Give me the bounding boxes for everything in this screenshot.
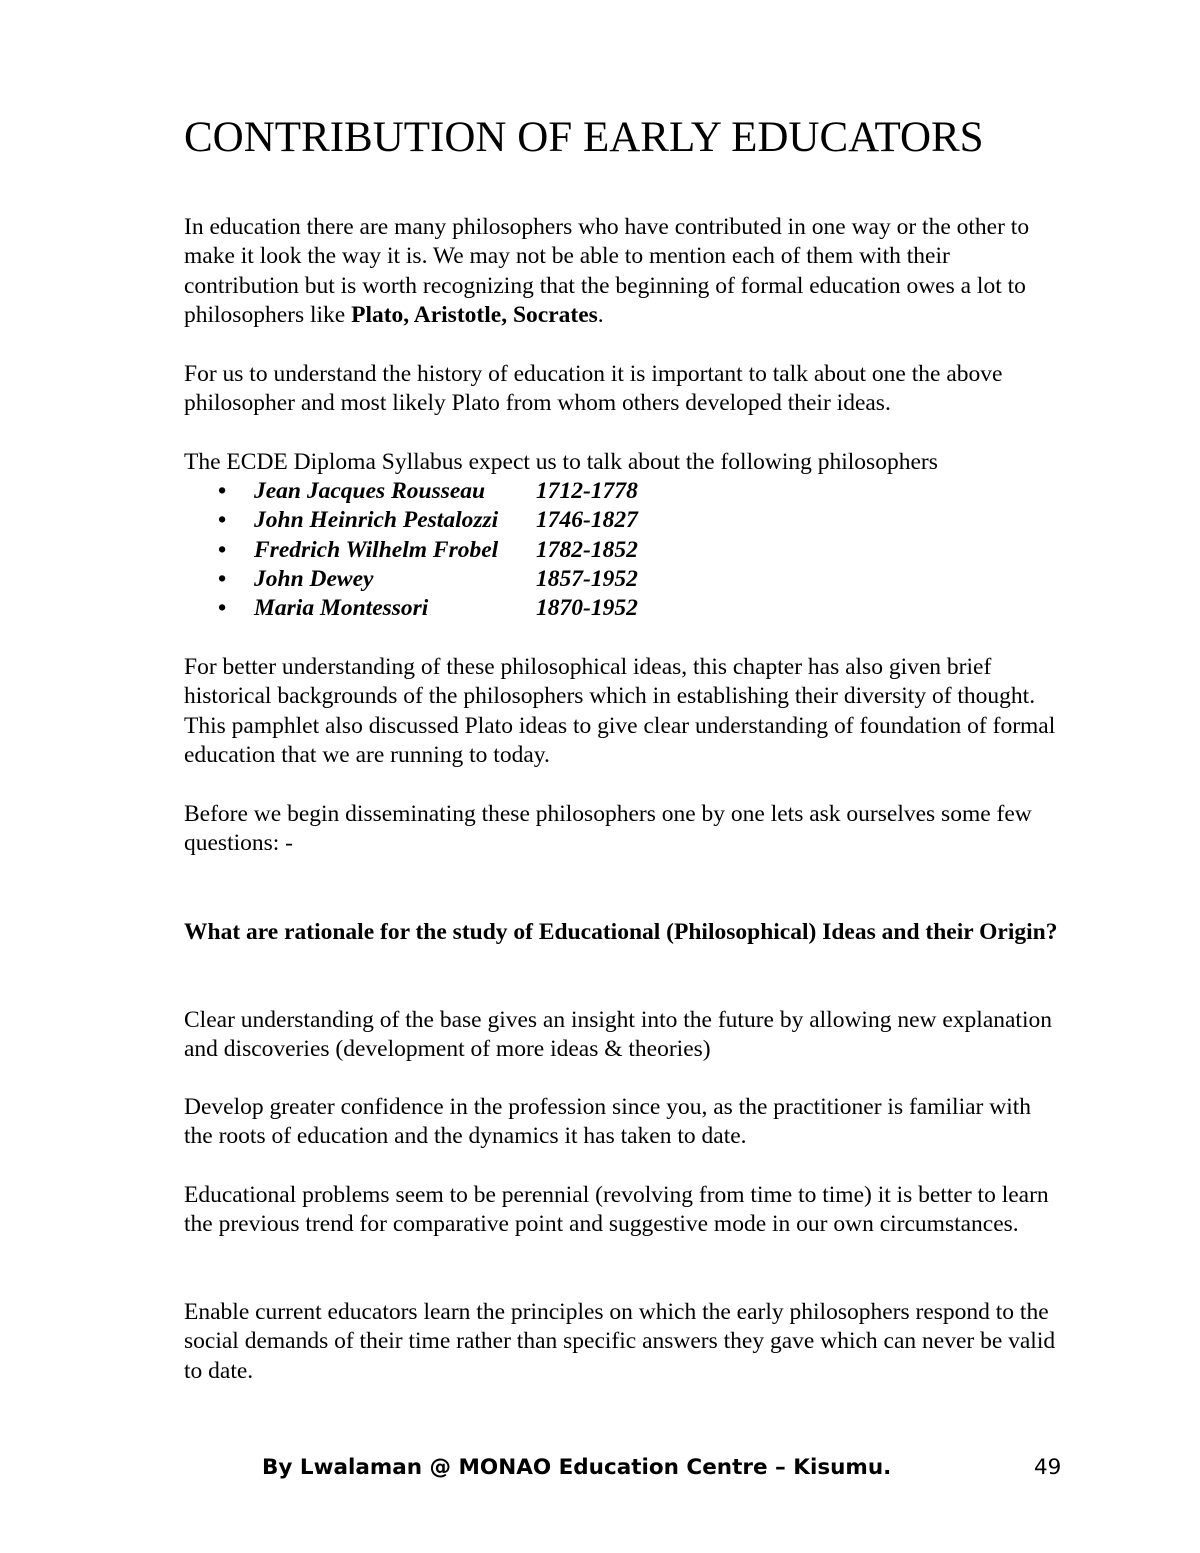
bullet-icon: • <box>218 536 227 563</box>
footer-credit: By Lwalaman @ MONAO Education Centre – Kisumu. <box>262 1455 892 1480</box>
philosopher-years: 1782-1852 <box>536 536 638 563</box>
philosopher-name: John Heinrich Pestalozzi <box>254 507 499 534</box>
history-paragraph: For us to understand the history of education it is important to talk about one the above philosopher and most likely Plato from whom others developed their ideas. <box>184 361 1003 417</box>
understanding-paragraph: For better understanding of these philosophical ideas, this chapter has also given brief historical backgrounds of the philosophers which in establishing their diversity of thought. This pamphlet also discussed Plato ideas to give clear understanding of foundation of formal education that we are running to today. <box>184 654 1056 768</box>
problems-paragraph: Educational problems seem to be perennial (revolving from time to time) it is better to learn the previous trend for comparative point and suggestive mode in our own circumstances. <box>184 1182 1049 1238</box>
syllabus-intro: The ECDE Diploma Syllabus expect us to talk about the following philosophers <box>184 449 938 475</box>
page-number: 49 <box>1034 1455 1062 1480</box>
philosopher-years: 1746-1827 <box>536 507 638 534</box>
bullet-icon: • <box>218 595 227 622</box>
bullet-icon: • <box>218 478 227 504</box>
philosopher-name: Maria Montessori <box>254 595 429 622</box>
intro-paragraph <box>184 213 1064 330</box>
question-heading: What are rationale for the study of Educational (Philosophical) Ideas and their Origin? <box>184 919 1058 945</box>
philosopher-years: 1857-1952 <box>536 565 638 592</box>
philosopher-name: Fredrich Wilhelm Frobel <box>254 536 499 563</box>
philosopher-years: 1712-1778 <box>536 478 638 504</box>
bullet-icon: • <box>218 507 227 534</box>
intro-philosopher-names: Plato, Aristotle, Socrates <box>351 301 598 328</box>
philosopher-name: Jean Jacques Rousseau <box>254 478 486 504</box>
intro-end: . <box>597 301 604 328</box>
philosopher-name: John Dewey <box>254 565 374 592</box>
philosopher-years: 1870-1952 <box>536 595 638 622</box>
page-title: CONTRIBUTION OF EARLY EDUCATORS <box>184 114 984 161</box>
intro-text: In education there are many philosophers who have contributed in one way or the other to make it look the way it is. We may not be able to mention each of them with their contribution but is worth recognizing that the beginning of formal education owes a lot to philosophers like <box>184 214 1030 328</box>
confidence-paragraph: Develop greater confidence in the profession since you, as the practitioner is familiar with the roots of education and the dynamics it has taken to date. <box>184 1094 1032 1150</box>
bullet-icon: • <box>218 565 227 592</box>
clear-understanding-paragraph: Clear understanding of the base gives an insight into the future by allowing new explanation and discoveries (development of more ideas & theories) <box>184 1007 1052 1063</box>
enable-paragraph: Enable current educators learn the principles on which the early philosophers respond to the social demands of their time rather than specific answers they gave which can never be valid to date. <box>184 1299 1056 1384</box>
before-paragraph: Before we begin disseminating these philosophers one by one lets ask ourselves some few questions: - <box>184 801 1032 857</box>
